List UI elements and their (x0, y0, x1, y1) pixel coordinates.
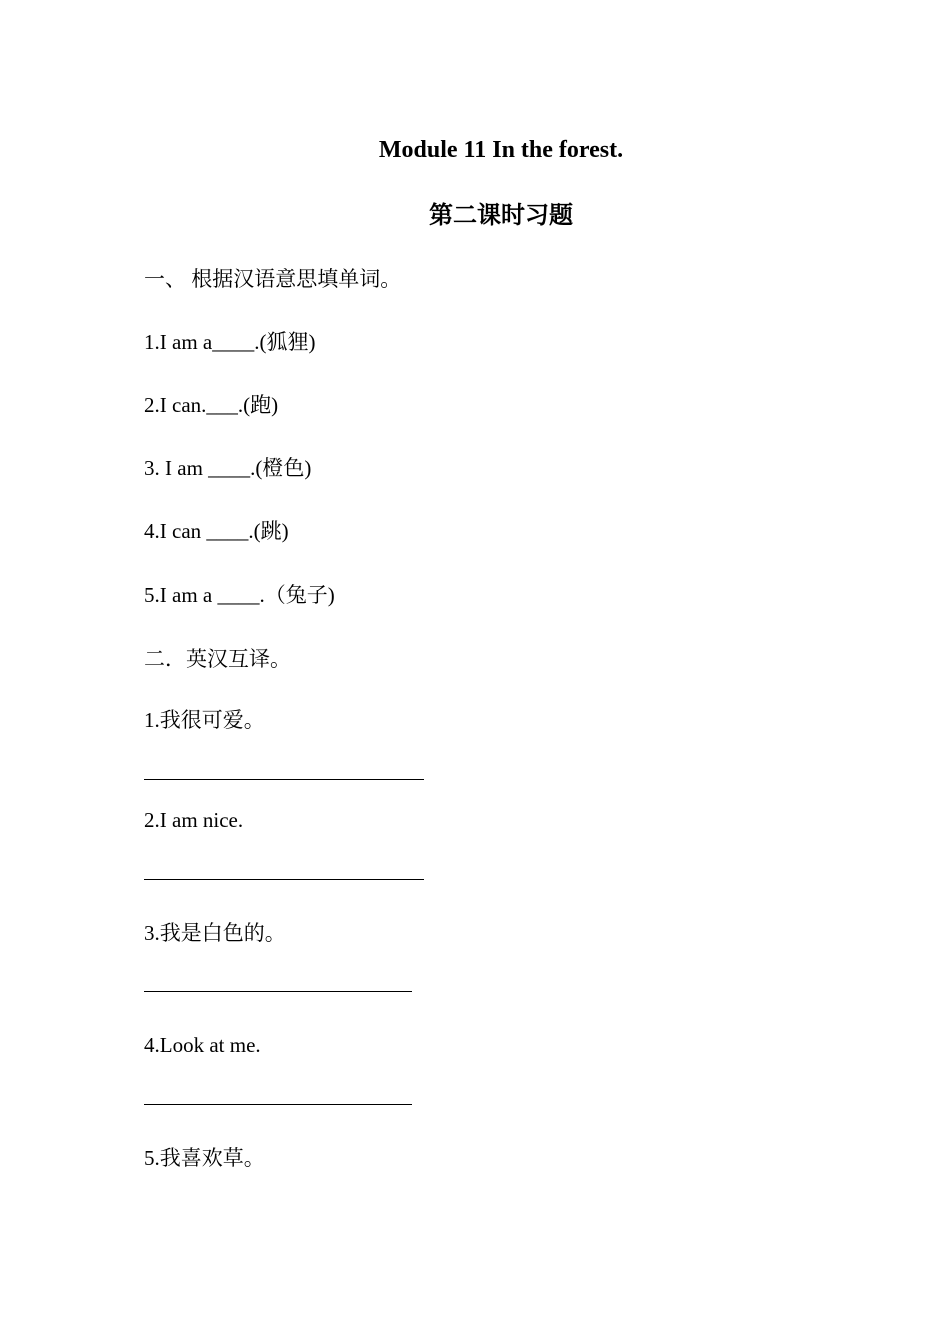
page-title: Module 11 In the forest. (378, 137, 624, 163)
translate-item-5: 5.我喜欢草。 (144, 1146, 265, 1170)
translate-item-4: 4.Look at me. (144, 1033, 261, 1057)
fill-in-item-2: 2.I can.___.(跑) (144, 393, 279, 417)
answer-line-1 (144, 779, 424, 780)
answer-line-4 (144, 1104, 412, 1105)
fill-in-item-3: 3. I am ____.(橙色) (144, 456, 312, 480)
answer-line-3 (144, 991, 412, 992)
fill-in-item-1: 1.I am a____.(狐狸) (144, 330, 316, 354)
section-1-heading: 一、 根据汉语意思填单词。 (144, 267, 402, 291)
translate-item-2: 2.I am nice. (144, 808, 244, 832)
section-2-heading: 二．英汉互译。 (144, 647, 291, 671)
page-subtitle: 第二课时习题 (429, 203, 573, 229)
answer-line-2 (144, 879, 424, 880)
translate-item-3: 3.我是白色的。 (144, 921, 286, 945)
fill-in-item-5: 5.I am a ____.（兔子) (144, 583, 335, 607)
fill-in-item-4: 4.I can ____.(跳) (144, 519, 289, 543)
translate-item-1: 1.我很可爱。 (144, 708, 265, 732)
